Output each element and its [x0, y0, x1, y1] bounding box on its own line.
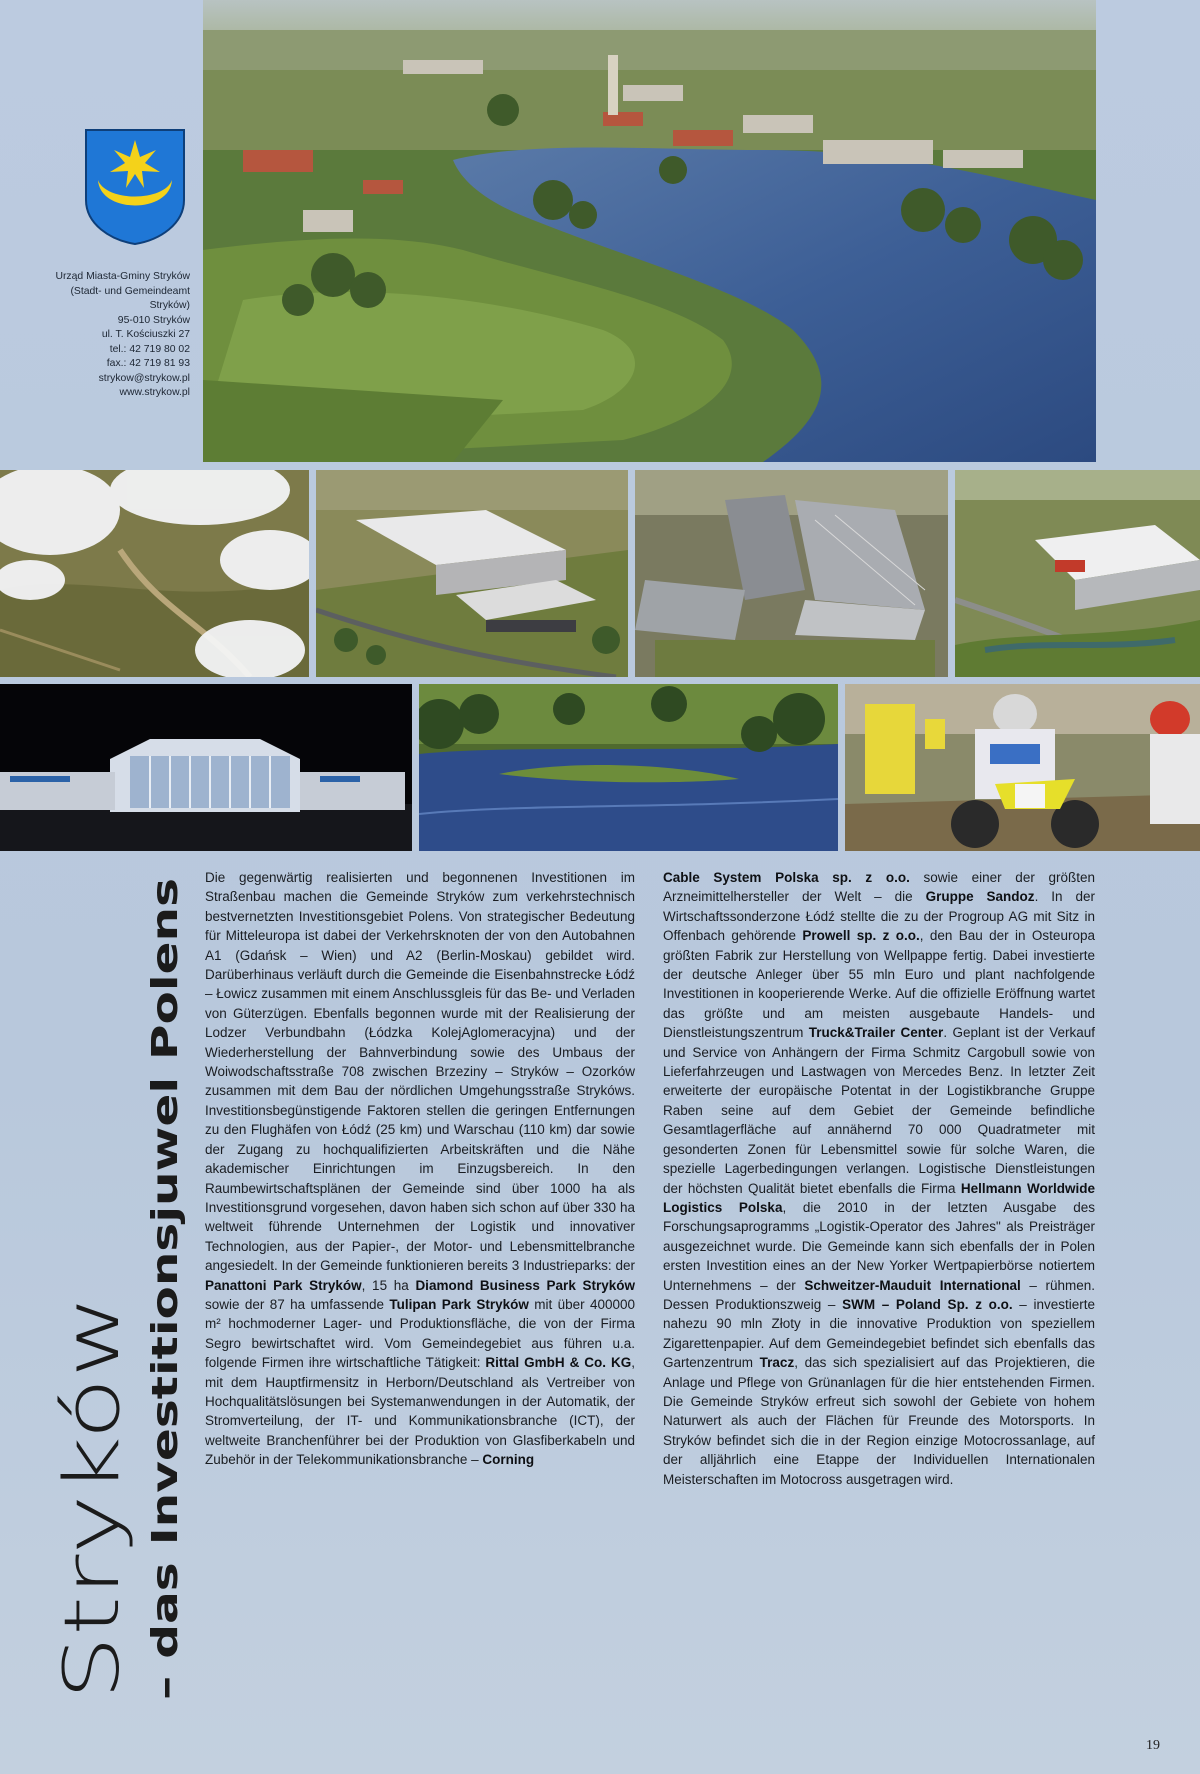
address-line: tel.: 42 719 80 02: [109, 343, 190, 355]
article-text: . In der Wirtschaftssonderzone Łódź stellte die zu der Progroup AG mit Sitz in Offenbach gehörende: [663, 889, 1095, 944]
article-column-1: [205, 868, 635, 1470]
photo-aerial-clouds: [0, 470, 309, 677]
page-number: 19: [1146, 1738, 1160, 1753]
company-name: Hellmann Worldwide Logistics Polska: [663, 1180, 1095, 1215]
article-paragraph-2: [663, 868, 1095, 1489]
title-sub: – das Investitionsjuwel Polens: [145, 1090, 186, 1700]
article-text: , die 2010 in der letzten Ausgabe des Forschungsaprogramms „Logistik-Operator des Jahres" als Preisträger ausgezeichnet wurde. Die Gemeinde kann sich ebenfalls der in Polen ersten Investition eines an der New Yorker Wertpapierbörse notiertem Unternehmens – der: [663, 1199, 1095, 1293]
photo-night-building: [0, 684, 412, 851]
article-column-2: [663, 868, 1095, 1489]
article-text: Die gegenwärtig realisierten und begonnenen Investitionen im Straßenbau machen die Gemeinde Stryków zum verkehrstechnisch bestvernetzten Investitionsgebiet Polens. Von strategischer Bedeutung für Mitteleuropa ist dabei der Verkehrsknoten der von den Autobahnen A1 (Gdańsk – Wien) und A2 (Berlin-Moskau) gebildet wird. Darüberhinaus verläuft durch die Gemeinde die Eisenbahnstrecke Łódź – Łowicz zusammen mit einem Anschlussgleis für das Be- und Verladen von Güterzügen. Ebenfalls begonnen wurde mit der Realisierung der Lodzer Verbundbahn (Łódzka KolejAglomeracyjna) und der Wiederherstellung der Bahnverbindung sowie des Umbaus der Woiwodschaftsstraße 708 zwischen Brzeziny – Stryków – Ozorków zusammen mit dem Bau der nördlichen Umgehungsstraße Strykóws. Investitionsbegünstigende Faktoren stellen die geringen Entfernungen zu den Flughäfen von Łódź (25 km) und Warschau (110 km) dar sowie der Zugang zu hochqualifizierten Arbeitskräften und die Nähe akademischer Einrichtungen im Einzugsbereich. In den Raumbewirtschaftsplänen der Gemeinde sind über 1000 ha als Investitionsgrund vorgesehen, davon haben sich schon auf über 330 ha weltweit führende Unternehmen der Logistik und innovativer Technologien, aus der Papier-, der Motor- und Lebensmittelbranche angesiedelt. In der Gemeinde funktionieren bereits 3 Industrieparks: der: [205, 870, 635, 1274]
title-main: Stryków: [47, 1395, 136, 1700]
star-and-crescent-coat-of-arms-icon: [84, 128, 186, 246]
photo-pond-forest: [419, 684, 838, 851]
company-name: Cable System Polska sp. z o.o.: [663, 870, 910, 885]
vertical-title: [24, 872, 189, 1707]
company-name: Gruppe Sandoz: [925, 889, 1035, 905]
company-name: Diamond Business Park Stryków: [415, 1277, 636, 1293]
article-text: mit über 400000 m² hochmoderner Lager- und Produktionsfläche, die von der Firma Segro bewirtschaftet wird. Vom Gemeindegebiet aus führen u.a. folgende Firmen ihre wirtschaftliche Tätigkeit:: [205, 1296, 635, 1371]
address-line: (Stadt- und Gemeindeamt: [70, 285, 190, 297]
address-line: Stryków): [149, 300, 190, 311]
coat-of-arms: [84, 128, 186, 246]
address-block: [14, 270, 190, 401]
company-name: Truck&Trailer Center: [808, 1025, 944, 1041]
article-text: sowie einer der größten Arzneimittelhersteller der Welt – die: [663, 870, 1095, 905]
article-text: sowie der 87 ha umfassende: [205, 1296, 390, 1312]
article-text: , mit dem Hauptfirmensitz in Herborn/Deutschland als Vertreiber von Hochqualitätslösungen bei Systemanwendungen in der Automatik, der Stromverteilung, der IT- und Kommunikationsbranche (ICT), der weltweite Branchenführer bei der Produktion von Glasfiberkabeln und Zubehör in der Telekommunikationsbranche –: [205, 1355, 635, 1468]
article-text: , 15 ha: [361, 1277, 416, 1293]
address-line: Urząd Miasta-Gminy Stryków: [55, 271, 190, 282]
photo-industrial-park: [635, 470, 948, 677]
photo-warehouse-2: [955, 470, 1200, 677]
company-name: Prowell sp. z o.o.: [802, 928, 920, 944]
article-text: . Geplant ist der Verkauf und Service von Anhängern der Firma Schmitz Cargobull sowie von Lieferfahrzeugen und Lastwagen von Mercedes Benz. In letzter Zeit erweiterte der europäische Potentat in der Logistikbranche Gruppe Raben seine auf dem Gebiet der Gemeinde befindliche Gesamtlagerfläche auf annähernd 70 000 Quadratmeter mit gesonderten Zonen für Lebensmittel sowie für solche Waren, die spezielle Lagerbedingungen verlangen. Logistische Dienstleistungen der höchsten Qualität bietet ebenfalls die Firma: [663, 1025, 1095, 1196]
photo-warehouse-1: [316, 470, 628, 677]
company-name: Rittal GmbH & Co. KG: [485, 1355, 632, 1371]
company-name: SWM – Poland Sp. z o.o.: [842, 1296, 1013, 1312]
company-name: Schweitzer-Mauduit International: [804, 1277, 1021, 1293]
photo-motocross: [845, 684, 1200, 851]
address-line: ul. T. Kościuszki 27: [101, 329, 190, 340]
address-website: www.strykow.pl: [119, 387, 190, 398]
address-line: 95-010 Stryków: [117, 314, 190, 326]
article-text: , das sich spezialisiert auf das Projektieren, die Anlage und Pflege von Grünanlagen für die hier entstehenden Firmen. Die Gemeinde Stryków erfreut sich sowohl der Gebiete von hohem Naturwert als auch der Flächen für Freunde des Motorsports. In Stryków befindet sich die in der Region einzige Motocrossanlage, auf der alljährlich eine Etappe der Individuellen Internationalen Meisterschaften im Motocross ausgetragen wird.: [663, 1355, 1095, 1487]
aerial-photo-lake-town: [203, 0, 1096, 462]
article-paragraph-1: [205, 868, 635, 1470]
article-text: – rühmen. Dessen Produktionszweig –: [663, 1277, 1095, 1312]
address-line: fax.: 42 719 81 93: [106, 358, 190, 369]
article-text: – investierte nahezu 90 mln Złoty in die innovative Produktion von speziellem Zigarettenpapier. Auf dem Gemeindegebiet befindet sich ebenfalls das Gartenzentrum: [663, 1296, 1095, 1371]
company-name: Tracz: [759, 1355, 795, 1371]
article-text: , den Bau der in Osteuropa größten Fabrik zur Herstellung von Wellpappe fertig. Dabei investierte der deutsche Anleger über 55 mln Euro und plant nachfolgende Investitionen in kooperierende Werke. Auf die offizielle Eröffnung wartet das größte und am meisten ausgebaute Handels- und Dienstleistungszentrum: [663, 928, 1095, 1041]
company-name: Tulipan Park Stryków: [389, 1296, 529, 1312]
company-name: Panattoni Park Stryków: [205, 1277, 362, 1293]
address-email: strykow@strykow.pl: [98, 372, 190, 384]
company-name: Corning: [482, 1452, 535, 1468]
